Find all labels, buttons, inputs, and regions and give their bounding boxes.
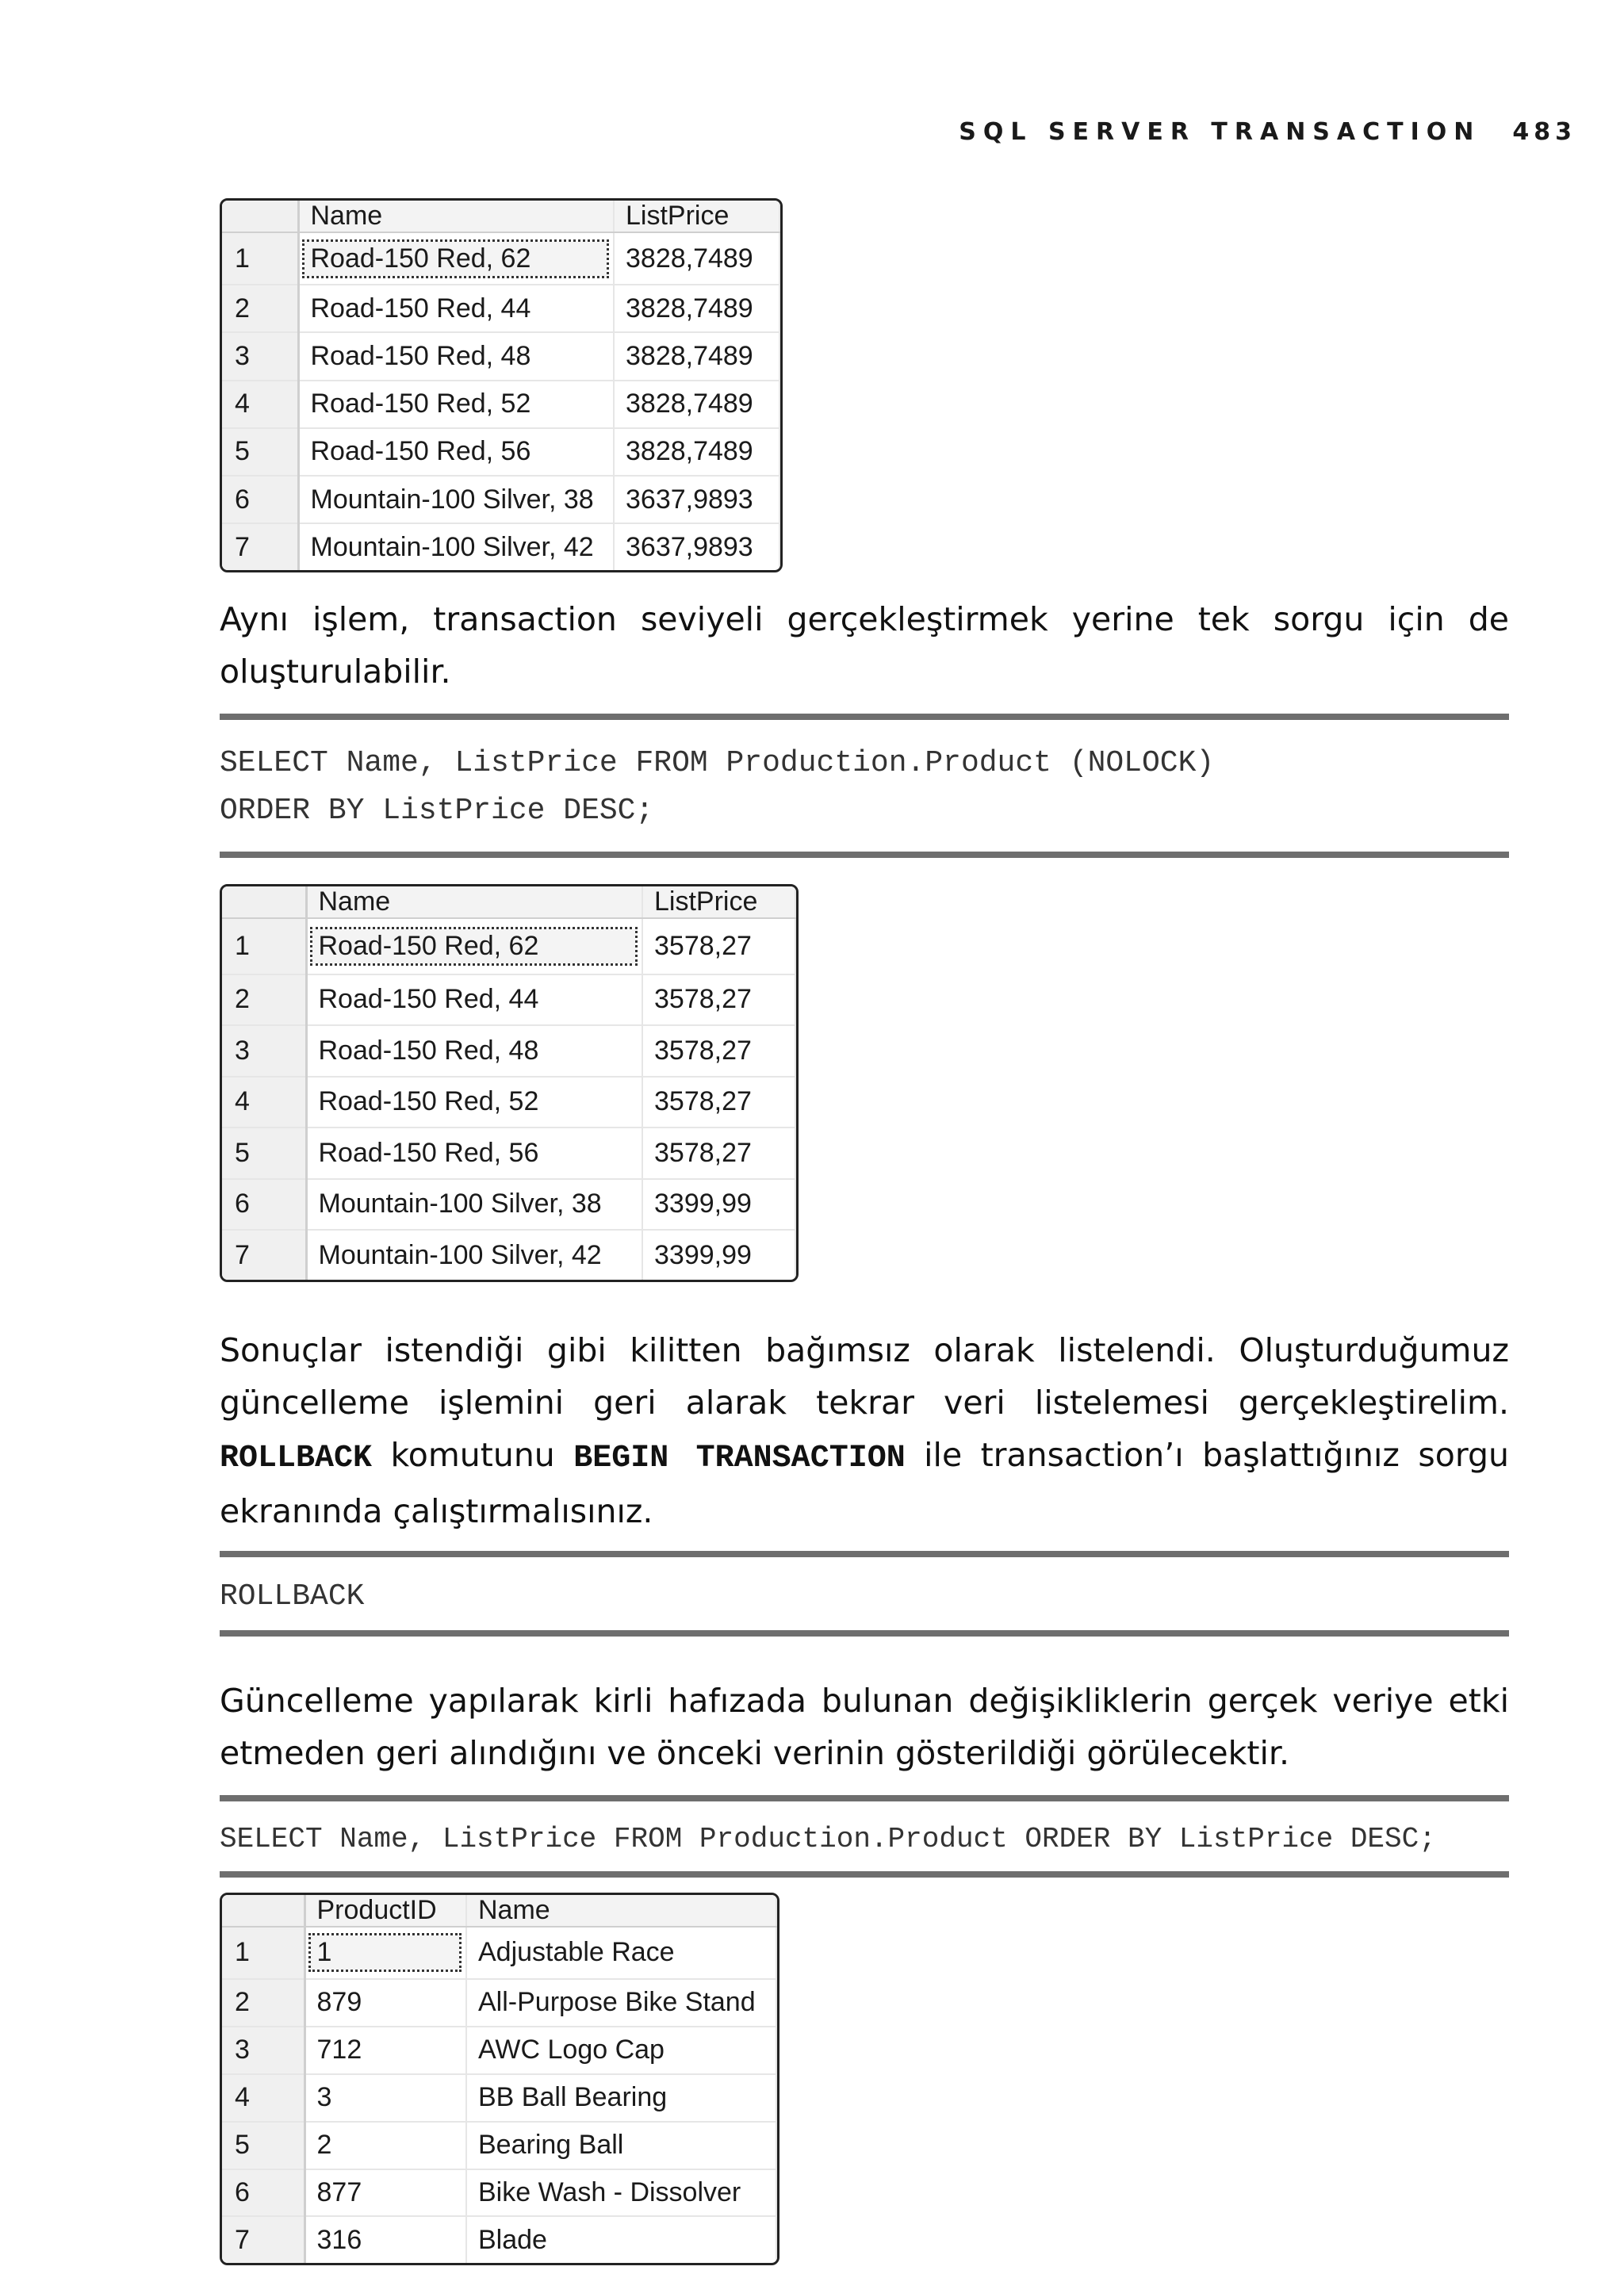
code-block-3 [220,1795,1509,1878]
result-grid-2-table [222,886,796,1280]
row-number: 3 [222,2027,304,2074]
row-number: 6 [222,1179,306,1230]
table-row[interactable] [222,2122,776,2169]
cell-listprice[interactable]: 3578,27 [642,1025,795,1076]
cell-listprice[interactable]: 3578,27 [642,918,795,974]
selected-cell-text: 1 [311,1935,460,1970]
cell-name[interactable]: Adjustable Race [466,1927,776,1979]
running-header [959,116,1576,147]
cell-name[interactable]: All-Purpose Bike Stand [466,1979,776,2027]
row-number: 1 [222,232,298,285]
grid-header-row [222,886,795,918]
row-number: 7 [222,523,298,570]
cell-productid[interactable]: 877 [304,2169,466,2217]
table-row[interactable] [222,918,795,974]
code-line: SELECT Name, ListPrice FROM Production.Product (NOLOCK) [220,746,1215,780]
table-row[interactable] [222,1979,776,2027]
cell-listprice[interactable]: 3578,27 [642,1077,795,1127]
row-number: 5 [222,1127,306,1178]
row-number: 4 [222,2074,304,2122]
cell-productid[interactable]: 2 [304,2122,466,2169]
cell-name[interactable] [306,918,642,974]
cell-productid[interactable]: 712 [304,2027,466,2074]
row-number: 6 [222,476,298,523]
row-number-header [222,886,306,918]
cell-name[interactable]: AWC Logo Cap [466,2027,776,2074]
row-number: 2 [222,974,306,1025]
inline-code-begin-transaction: BEGIN TRANSACTION [573,1441,906,1476]
running-title: SQL SERVER TRANSACTION [959,117,1481,146]
column-header-productid[interactable]: ProductID [304,1895,466,1927]
cell-listprice[interactable]: 3578,27 [642,1127,795,1178]
table-row[interactable] [222,1230,795,1280]
table-row[interactable] [222,2169,776,2217]
column-header-listprice[interactable]: ListPrice [642,886,795,918]
table-row[interactable] [222,285,779,332]
result-grid-1 [220,198,783,572]
row-number: 5 [222,2122,304,2169]
table-row[interactable] [222,523,779,570]
column-header-name[interactable]: Name [306,886,642,918]
row-number: 7 [222,1230,306,1280]
cell-listprice[interactable]: 3399,99 [642,1179,795,1230]
table-row[interactable] [222,2074,776,2122]
table-row[interactable] [222,332,779,380]
cell-productid[interactable]: 879 [304,1979,466,2027]
table-row[interactable] [222,1179,795,1230]
row-number-header [222,201,298,232]
table-row[interactable] [222,1025,795,1076]
row-number: 3 [222,1025,306,1076]
table-row[interactable] [222,1927,776,1979]
table-row[interactable] [222,2027,776,2074]
body-paragraph-2 [220,1324,1509,1537]
cell-listprice[interactable]: 3637,9893 [614,523,779,570]
code-line: ORDER BY ListPrice DESC; [220,794,654,828]
cell-listprice[interactable]: 3637,9893 [614,476,779,523]
code-block-1 [220,714,1509,858]
grid-header-row [222,1895,776,1927]
result-grid-1-table [222,201,780,570]
row-number: 4 [222,381,298,428]
body-paragraph-1: Aynı işlem, transaction seviyeli gerçekleştirmek yerine tek sorgu için de oluşturulabilir. [220,600,1509,691]
cell-name[interactable]: Bearing Ball [466,2122,776,2169]
table-row[interactable] [222,1077,795,1127]
cell-name[interactable]: Mountain-100 Silver, 42 [306,1230,642,1280]
cell-name[interactable]: Mountain-100 Silver, 38 [298,476,614,523]
cell-name[interactable]: BB Ball Bearing [466,2074,776,2122]
cell-productid[interactable]: 3 [304,2074,466,2122]
paragraph-text: ile transaction’ı başlattığınız sorgu ekranında çalıştırmalısınız. [220,1436,1509,1530]
row-number: 2 [222,1979,304,2027]
cell-listprice[interactable]: 3578,27 [642,974,795,1025]
column-header-listprice[interactable]: ListPrice [614,201,779,232]
cell-name[interactable]: Road-150 Red, 48 [306,1025,642,1076]
paragraph-text: komutunu [372,1436,574,1474]
row-number: 6 [222,2169,304,2217]
row-number: 1 [222,1927,304,1979]
cell-name[interactable]: Road-150 Red, 44 [306,974,642,1025]
table-row[interactable] [222,232,779,285]
table-row[interactable] [222,476,779,523]
cell-listprice[interactable]: 3828,7489 [614,232,779,285]
table-row[interactable] [222,1127,795,1178]
inline-code-rollback: ROLLBACK [220,1441,373,1476]
cell-productid[interactable]: 316 [304,2216,466,2263]
cell-name[interactable]: Bike Wash - Dissolver [466,2169,776,2217]
table-row[interactable] [222,381,779,428]
cell-listprice[interactable]: 3828,7489 [614,285,779,332]
result-grid-3 [220,1893,779,2265]
cell-name[interactable]: Mountain-100 Silver, 42 [298,523,614,570]
row-number: 7 [222,2216,304,2263]
cell-listprice[interactable]: 3828,7489 [614,428,779,476]
cell-productid[interactable] [304,1927,466,1979]
cell-name[interactable]: Road-150 Red, 48 [298,332,614,380]
column-header-name[interactable]: Name [466,1895,776,1927]
cell-name[interactable]: Blade [466,2216,776,2263]
cell-name[interactable]: Road-150 Red, 56 [306,1127,642,1178]
cell-name[interactable]: Road-150 Red, 52 [298,381,614,428]
body-paragraph-3: Güncelleme yapılarak kirli hafızada bulunan değişikliklerin gerçek veriye etki etmeden geri alındığını ve önceki verinin gösterildiği görülecektir. [220,1682,1509,1772]
cell-name[interactable]: Mountain-100 Silver, 38 [306,1179,642,1230]
row-number: 2 [222,285,298,332]
cell-name[interactable]: Road-150 Red, 52 [306,1077,642,1127]
code-block-2 [220,1551,1509,1637]
cell-listprice[interactable]: 3828,7489 [614,381,779,428]
cell-name[interactable]: Road-150 Red, 44 [298,285,614,332]
column-header-name[interactable]: Name [298,201,614,232]
row-number: 5 [222,428,298,476]
row-number: 4 [222,1077,306,1127]
grid-header-row [222,201,779,232]
cell-name[interactable]: Road-150 Red, 56 [298,428,614,476]
cell-name[interactable] [298,232,614,285]
row-number-header [222,1895,304,1927]
code-line: SELECT Name, ListPrice FROM Production.Product ORDER BY ListPrice DESC; [220,1823,1436,1855]
row-number: 3 [222,332,298,380]
page-number: 483 [1512,117,1576,146]
selected-cell-text: Road-150 Red, 62 [304,242,607,276]
row-number: 1 [222,918,306,974]
result-grid-3-table [222,1895,777,2263]
result-grid-2 [220,884,799,1282]
cell-listprice[interactable]: 3828,7489 [614,332,779,380]
code-line: ROLLBACK [220,1579,365,1614]
table-row[interactable] [222,2216,776,2263]
cell-listprice[interactable]: 3399,99 [642,1230,795,1280]
table-row[interactable] [222,428,779,476]
table-row[interactable] [222,974,795,1025]
selected-cell-text: Road-150 Red, 62 [312,929,636,963]
paragraph-text: Sonuçlar istendiği gibi kilitten bağımsız olarak listelendi. Oluşturduğumuz güncelleme işlemini geri alarak tekrar veri listelemesi gerçekleştirelim. [220,1331,1509,1422]
